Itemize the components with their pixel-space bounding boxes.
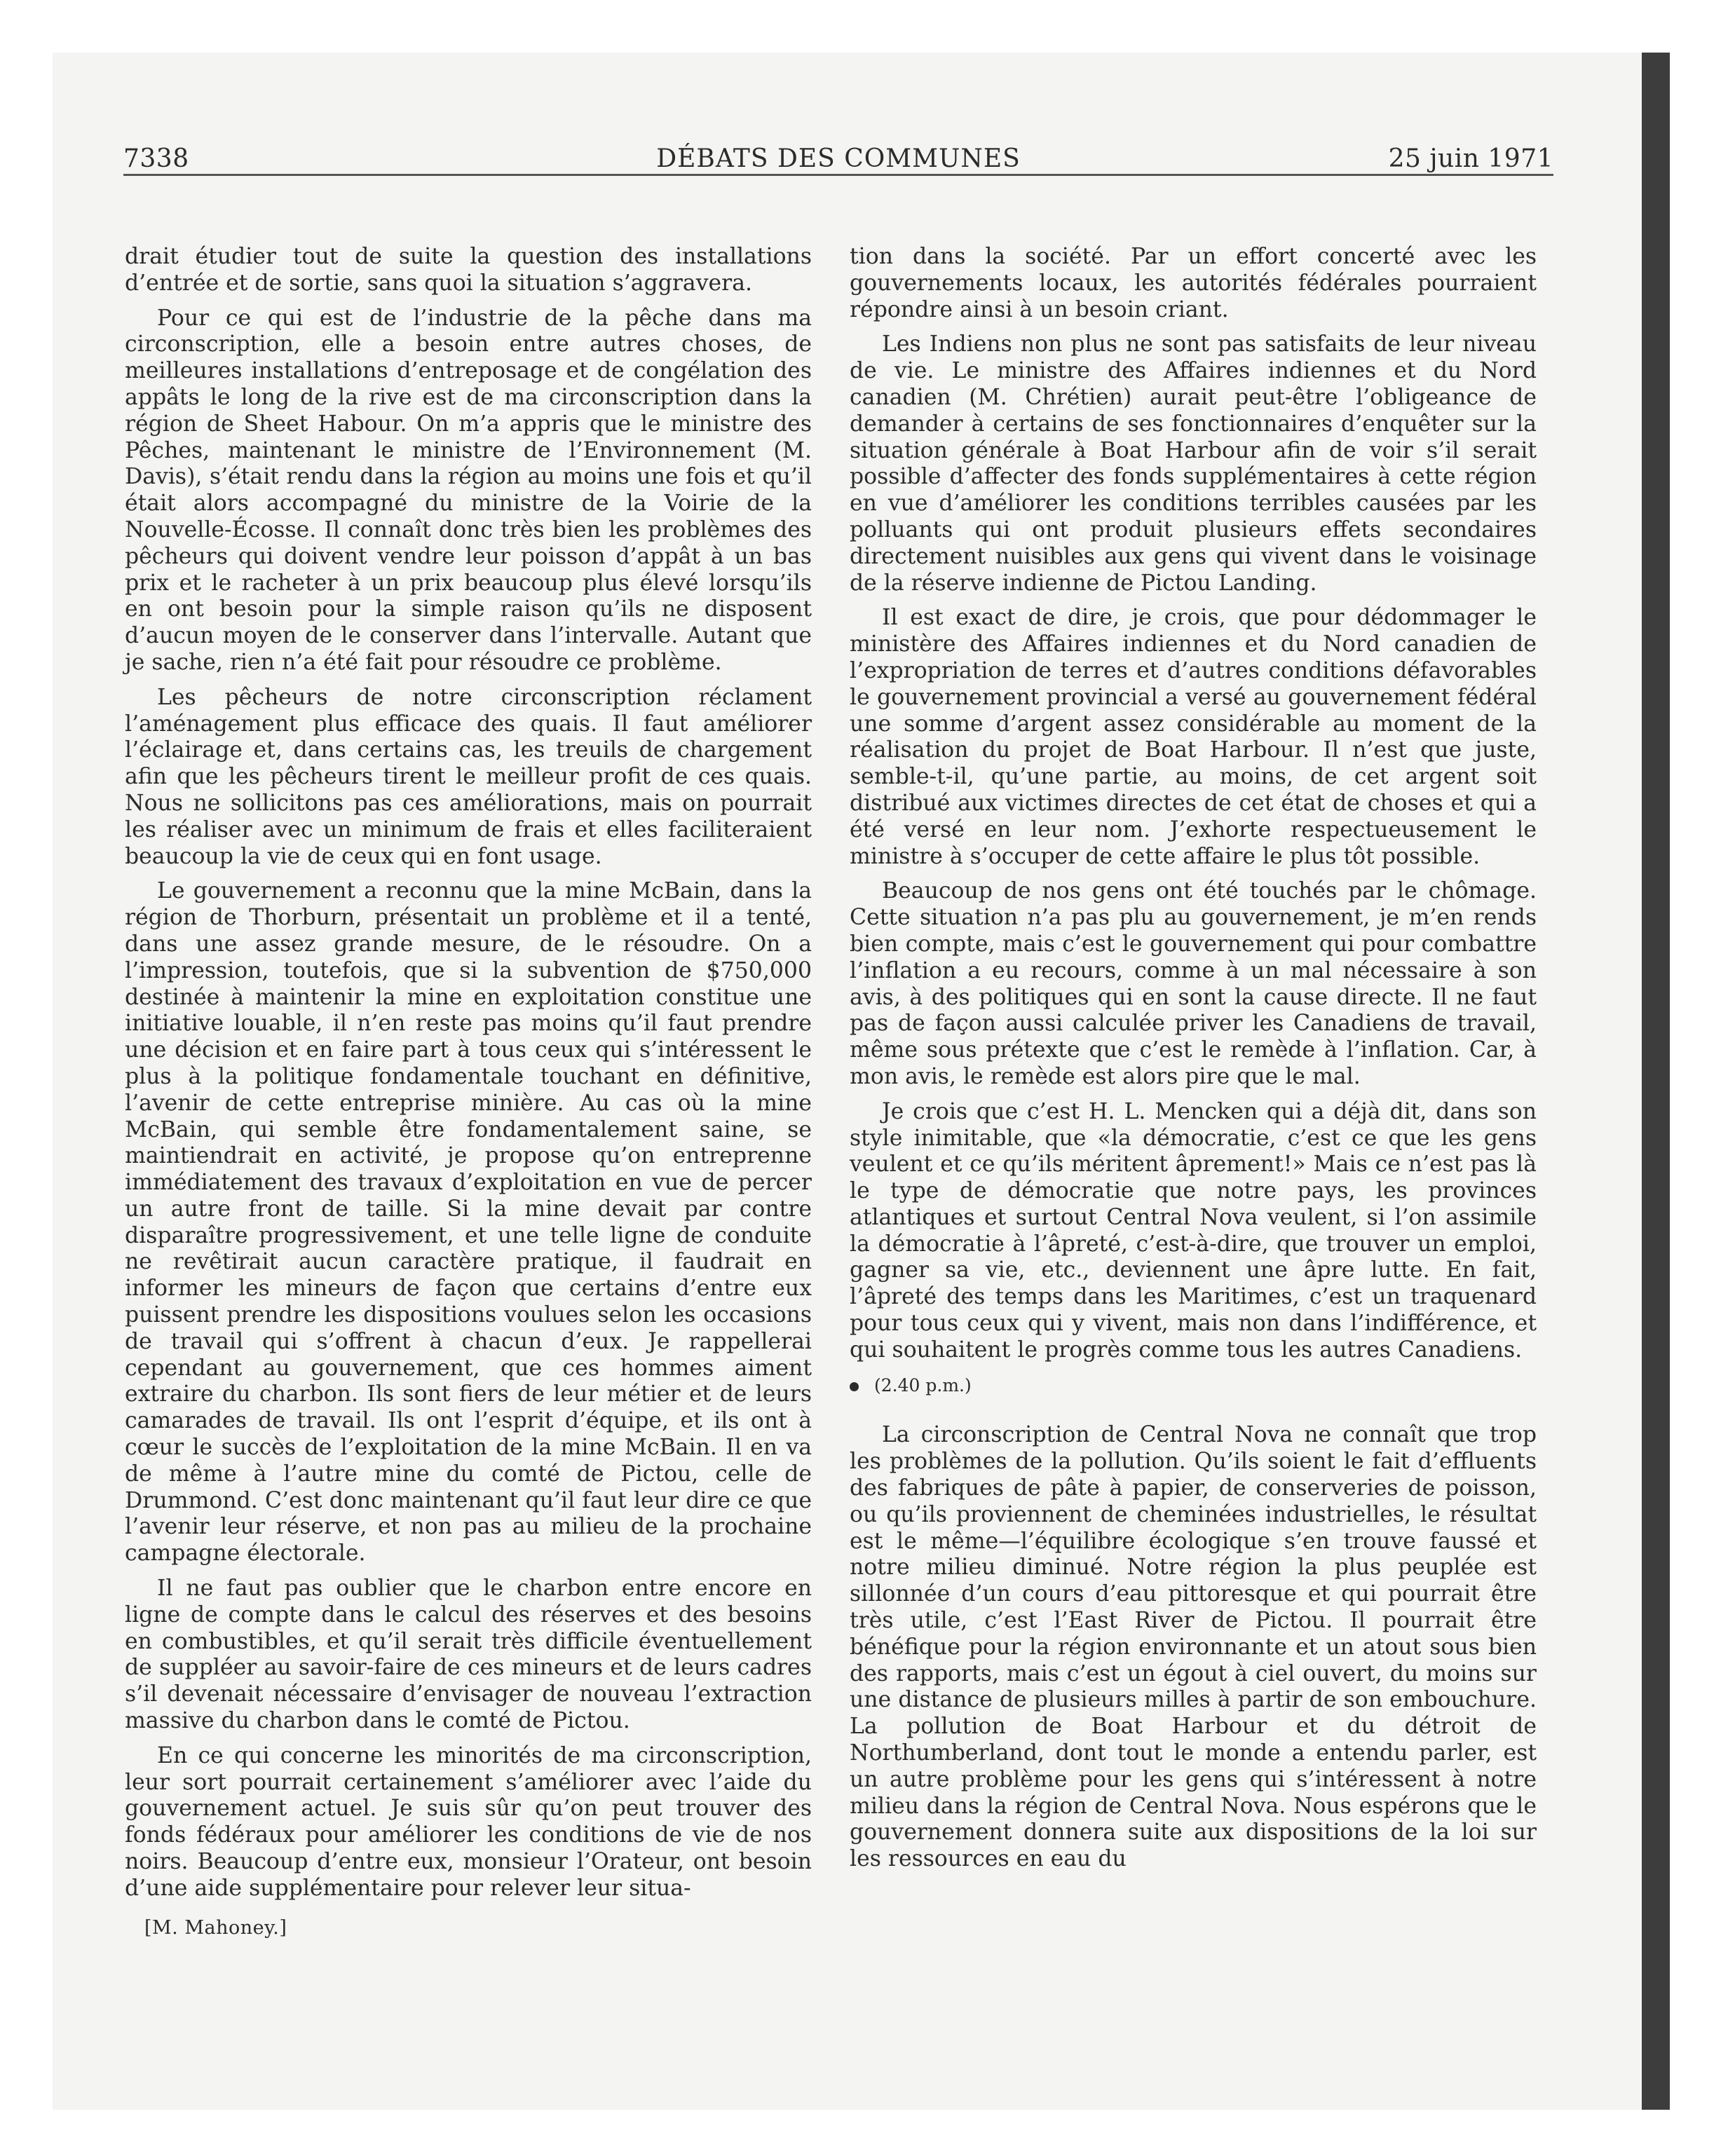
paragraph: Pour ce qui est de l’industrie de la pêche dans ma circonscription, elle a besoin entre autres choses, de meilleures installations d’entreposage et de congélation des appâts le long de la rive est de ma circonscription dans la région de Sheet Habour. On m’a appris que le ministre des Pêches, maintenant le ministre de l’Environnement (M. Davis), s’était rendu dans la région au moins une fois et qu’il était alors accompagné du ministre de la Voirie de la Nouvelle-Écosse. Il connaît donc très bien les problèmes des pêcheurs qui doivent vendre leur poisson d’appât à un bas prix et le racheter à un prix beaucoup plus élevé lorsqu’ils en ont besoin pour la simple raison qu’ils ne disposent d’aucun moyen de le conserver dans l’intervalle. Autant que je sache, rien n’a été fait pour résoudre ce problème. — [125, 305, 812, 675]
paragraph: En ce qui concerne les minorités de ma circonscription, leur sort pourrait certainement s’améliorer avec l’aide du gouvernement actuel. Je suis sûr qu’on peut trouver des fonds fédéraux pour améliorer les conditions de vie de nos noirs. Beaucoup d’entre eux, monsieur l’Orateur, ont besoin d’une aide supplémentaire pour relever leur situa- — [125, 1742, 812, 1901]
paragraph: Je crois que c’est H. L. Mencken qui a déjà dit, dans son style inimitable, que «la démocratie, c’est ce que les gens veulent et ce qu’ils méritent âprement!» Mais ce n’est pas là le type de démocratie que notre pays, les provinces atlantiques et surtout Central Nova veulent, si l’on assimile la démocratie à l’âpreté, c’est-à-dire, que trouver un emploi, gagner sa vie, etc., deviennent une âpre lutte. En fait, l’âpreté des temps dans les Maritimes, c’est un traquenard pour tous ceux qui y vivent, mais non dans l’indifférence, et qui souhaitent le progrès comme tous les autres Canadiens. — [850, 1098, 1537, 1363]
bullet-icon — [850, 1382, 859, 1391]
paragraph: Il ne faut pas oublier que le charbon entre encore en ligne de compte dans le calcul des réserves et des besoins en combustibles, et qu’il serait très difficile éventuellement de suppléer au savoir-faire de ces mineurs et de leurs cadres s’il devenait nécessaire d’envisager de nouveau l’extraction massive du charbon dans le comté de Pictou. — [125, 1576, 812, 1734]
time-stamp — [850, 1372, 1537, 1399]
paragraph: tion dans la société. Par un effort concerté avec les gouvernements locaux, les autorités fédérales pourraient répondre ainsi à un besoin criant. — [850, 244, 1537, 322]
paragraph: Les pêcheurs de notre circonscription réclament l’aménagement plus efficace des quais. Il faut améliorer l’éclairage et, dans certains cas, les treuils de chargement afin que les pêcheurs tirent le meilleur profit de ces quais. Nous ne sollicitons pas ces améliorations, mais on pourrait les réaliser avec un minimum de frais et elles faciliteraient beaucoup la vie de ceux qui en font usage. — [125, 684, 812, 869]
paragraph: Il est exact de dire, je crois, que pour dédommager le ministère des Affaires indiennes et du Nord canadien de l’expropriation de terres et d’autres conditions défavorables le gouvernement provincial a versé au gouvernement fédéral une somme d’argent assez considérable au moment de la réalisation du projet de Boat Harbour. Il n’est que juste, semble-t-il, qu’une partie, au moins, de cet argent soit distribué aux victimes directes de cet état de choses et qui a été versé en leur nom. J’exhorte respectueusement le ministre à s’occuper de cette affaire le plus tôt possible. — [850, 605, 1537, 869]
page-header — [123, 140, 1553, 175]
paragraph: Les Indiens non plus ne sont pas satisfaits de leur niveau de vie. Le ministre des Affaires indiennes et du Nord canadien (M. Chrétien) aurait peut-être l’obligeance de demander à certains de ses fonctionnaires d’enquêter sur la situation générale à Boat Harbour afin de voir s’il serait possible d’affecter des fonds supplémentaires à cette région en vue d’améliorer les conditions terribles causées par les polluants qui ont produit plusieurs effets secondaires directement nuisibles aux gens qui vivent dans le voisinage de la réserve indienne de Pictou Landing. — [850, 332, 1537, 596]
scan-dark-edge — [1642, 53, 1670, 2110]
publication-title: DÉBATS DES COMMUNES — [656, 144, 1021, 173]
paragraph: La circonscription de Central Nova ne connaît que trop les problèmes de la pollution. Qu’ils soient le fait d’effluents des fabriques de pâte à papier, de conserveries de poisson, ou qu’ils proviennent de cheminées industrielles, le résultat est le même—l’équilibre écologique s’en trouve faussé et notre milieu diminué. Notre région la plus peuplée est sillonnée d’un cours d’eau pittoresque et qui pourrait être très utile, c’est l’East River de Pictou. Il pourrait être bénéfique pour la région environnante et un atout sous bien des rapports, mais c’est un égout à ciel ouvert, du moins sur une distance de plusieurs milles à partir de son embouchure. La pollution de Boat Harbour et du détroit de Northumberland, dont tout le monde a entendu parler, est un autre problème pour les gens qui s’intéressent à notre milieu dans la région de Central Nova. Nous espérons que le gouvernement donnera suite aux dispositions de la loi sur les ressources en eau du — [850, 1422, 1537, 1872]
right-column — [850, 244, 1537, 1881]
paragraph: Beaucoup de nos gens ont été touchés par le chômage. Cette situation n’a pas plu au gouvernement, je m’en rends bien compte, mais c’est le gouvernement qui pour combattre l’inflation a eu recours, comme à un mal nécessaire à son avis, à des politiques qui en sont la cause directe. Il ne faut pas de façon aussi calculée priver les Canadiens de travail, même sous prétexte que c’est le remède à l’inflation. Car, à mon avis, le remède est alors pire que le mal. — [850, 878, 1537, 1089]
left-column — [125, 244, 812, 1941]
paragraph: Le gouvernement a reconnu que la mine McBain, dans la région de Thorburn, présentait un problème et il a tenté, dans une assez grande mesure, de le résoudre. On a l’impression, toutefois, que si la subvention de $750,000 destinée à maintenir la mine en exploitation constitue une initiative louable, il n’en reste pas moins qu’il faut prendre une décision et en faire part à tous ceux qui s’intéressent le plus à la politique fondamentale touchant en définitive, l’avenir de cette entreprise minière. Au cas où la mine McBain, qui semble être fondamentalement saine, se maintiendrait en activité, je propose qu’on entreprenne immédiatement des travaux d’exploitation en vue de percer un autre front de taille. Si la mine devait par contre disparaître progressivement, et une telle ligne de conduite ne revêtirait aucun caractère pratique, il faudrait en informer les mineurs de façon que certains d’entre eux puissent prendre les dispositions voulues selon les occasions de travail qui s’offrent à chacun d’eux. Je rappellerai cependant au gouvernement, que ces hommes aiment extraire du charbon. Ils sont fiers de leur métier et de leurs camarades de travail. Ils ont l’esprit d’équipe, et ils ont à cœur le succès de l’exploitation de la mine McBain. Il en va de même à l’autre mine du comté de Pictou, celle de Drummond. C’est donc maintenant qu’il faut leur dire ce que l’avenir leur réserve, et non pas au milieu de la prochaine campagne électorale. — [125, 878, 812, 1567]
publication-date: 25 juin 1971 — [1388, 144, 1553, 173]
time-stamp-text: (2.40 p.m.) — [874, 1374, 972, 1396]
page-number: 7338 — [123, 144, 189, 173]
header-rule — [123, 174, 1553, 176]
speaker-attribution: [M. Mahoney.] — [144, 1916, 287, 1939]
paragraph: drait étudier tout de suite la question des installations d’entrée et de sortie, sans quoi la situation s’aggravera. — [125, 244, 812, 296]
